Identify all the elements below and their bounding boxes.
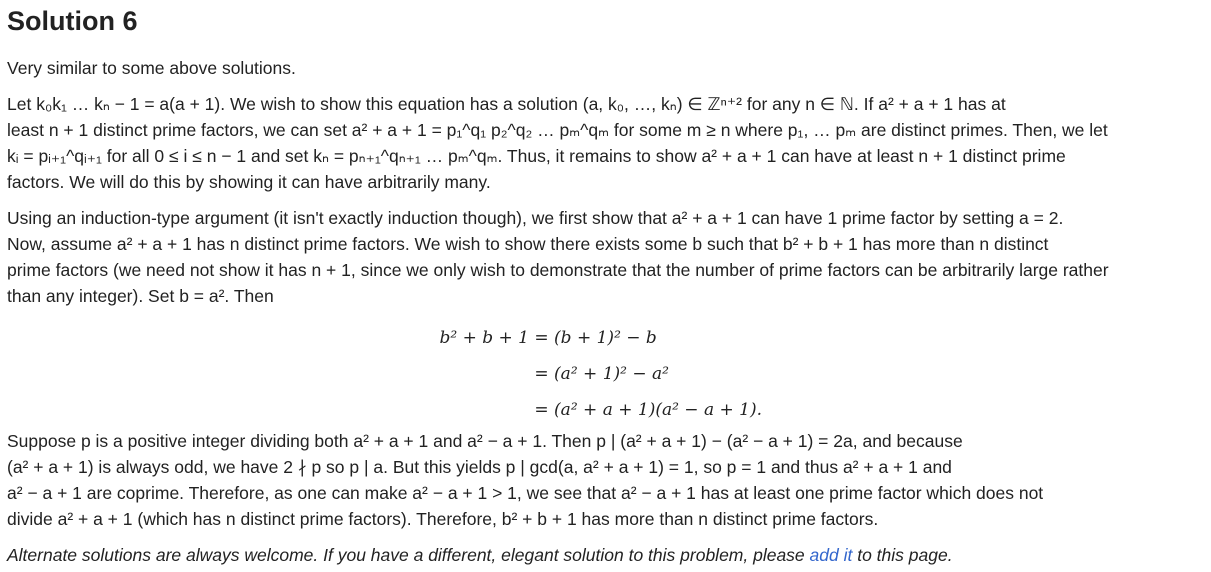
paragraph-line: factors. We will do this by showing it can have arbitrarily many. [7, 172, 491, 192]
equation-rhs: = (a² + a + 1)(a² − a + 1). [534, 400, 762, 420]
equation-row [425, 320, 762, 356]
intro-paragraph: Very similar to some above solutions. [7, 58, 296, 78]
paragraph-coprime [7, 428, 1207, 532]
paragraph-line: Now, assume a² + a + 1 has n distinct prime factors. We wish to show there exists some b such that b² + b + 1 has more than n distinct [7, 234, 1049, 254]
aligned-equation [425, 320, 762, 428]
equation-row [425, 392, 762, 428]
paragraph-induction [7, 205, 1207, 309]
paragraph-setup [7, 91, 1207, 195]
footer-text: Alternate solutions are always welcome. If you have a different, elegant solution to this problem, please [7, 545, 810, 565]
equation-row [425, 356, 762, 392]
paragraph-line: Suppose p is a positive integer dividing both a² + a + 1 and a² − a + 1. Then p | (a² + a + 1) − (a² − a + 1) = 2a, and because [7, 431, 963, 451]
add-it-link[interactable]: add it [809, 545, 853, 565]
equation-rhs: = (b + 1)² − b [534, 328, 657, 348]
paragraph-line: kᵢ = pᵢ₊₁^qᵢ₊₁ for all 0 ≤ i ≤ n − 1 and set kₙ = pₙ₊₁^qₙ₊₁ … pₘ^qₘ. Thus, it remains to show a² + a + 1 can have at least n + 1 distinct prime [7, 146, 1066, 166]
paragraph-line: than any integer). Set b = a². Then [7, 286, 274, 306]
alternate-solutions-note [7, 542, 1207, 568]
equation-rhs: = (a² + 1)² − a² [534, 364, 669, 384]
section-heading: Solution 6 [7, 6, 138, 36]
paragraph-line: (a² + a + 1) is always odd, we have 2 ∤ p so p | a. But this yields p | gcd(a, a² + a + 1) = 1, so p = 1 and thus a² + a + 1 and [7, 457, 952, 477]
paragraph-line: a² − a + 1 are coprime. Therefore, as one can make a² − a + 1 > 1, we see that a² − a + 1 has at least one prime factor which does not [7, 483, 1044, 503]
footer-text-end: to this page. [852, 545, 953, 565]
equation-lhs: b² + b + 1 [439, 328, 529, 348]
paragraph-line: prime factors (we need not show it has n + 1, since we only wish to demonstrate that the number of prime factors can be arbitrarily large rather [7, 260, 1109, 280]
paragraph-line: Let k₀k₁ … kₙ − 1 = a(a + 1). We wish to show this equation has a solution (a, k₀, …, kₙ) ∈ ℤⁿ⁺² for any n ∈ ℕ. If a² + a + 1 has at [7, 94, 1006, 114]
paragraph-line: Using an induction-type argument (it isn't exactly induction though), we first show that a² + a + 1 can have 1 prime factor by setting a = 2. [7, 208, 1064, 228]
paragraph-line: least n + 1 distinct prime factors, we can set a² + a + 1 = p₁^q₁ p₂^q₂ … pₘ^qₘ for some m ≥ n where p₁, … pₘ are distinct primes. Then, we let [7, 120, 1108, 140]
paragraph-line: divide a² + a + 1 (which has n distinct prime factors). Therefore, b² + b + 1 has more than n distinct prime factors. [7, 509, 879, 529]
